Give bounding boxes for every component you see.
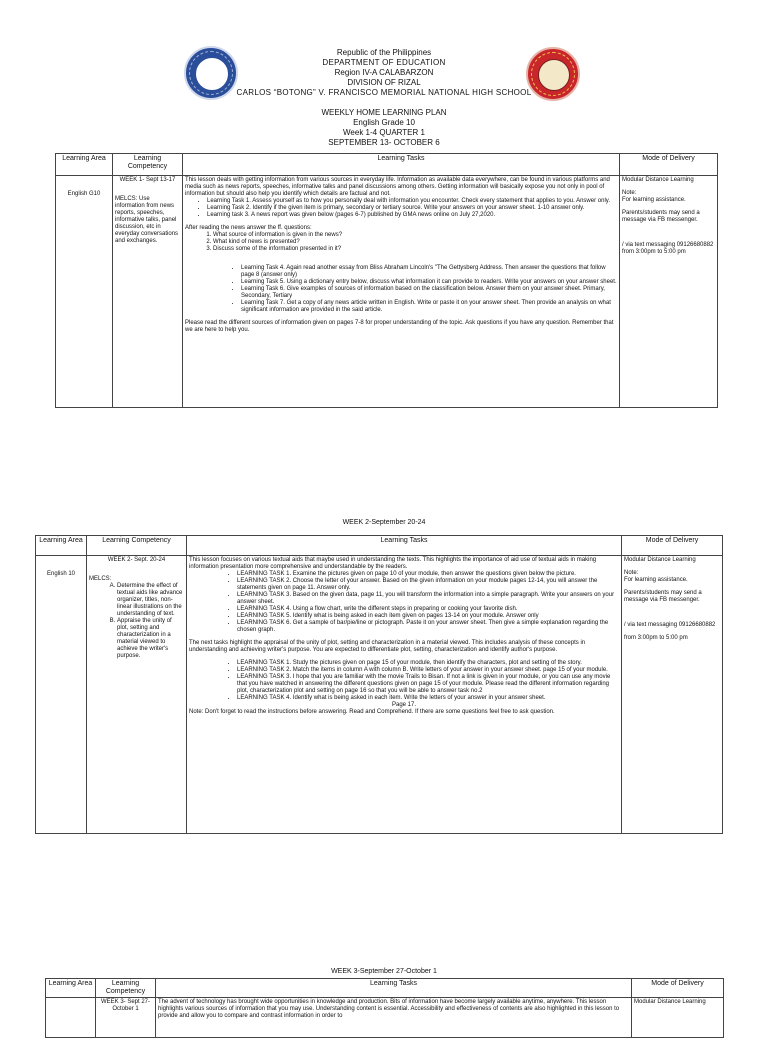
week2-text-messaging: / via text messaging 09126680882 <box>624 622 716 628</box>
col-learning-competency: Learning Competency <box>113 154 183 176</box>
list-item: • Learning Task 1. Assess yourself as to how you personally deal with information you encounter. Check every statement that applies to you. Answer only. <box>207 198 617 205</box>
plan-title: WEEKLY HOME LEARNING PLAN <box>321 108 447 117</box>
week2-note-label: Note: <box>624 570 639 576</box>
header-region: Region IV-A CALABARZON <box>334 68 434 77</box>
header-republic: Republic of the Philippines <box>336 48 432 57</box>
week3-plan-table <box>45 978 724 1038</box>
week3-delivery-mode: Modular Distance Learning <box>632 998 724 1038</box>
week1-competency-cell <box>113 176 183 408</box>
list-item: • Learning task 3. A news report was given below (pages 6-7) published by GMA news online on July 27,2020. <box>207 212 617 219</box>
week2-tasks-b <box>189 660 619 702</box>
week2-plan-table <box>35 535 723 834</box>
list-item: • LEARNING TASK 3. I hope that you are familiar with the movie Trails to Bisan. If not a link is given in your module, or you can use any movie that you have watched in answering the different questions given on page 15 of your module. Please read the different information regarding plot, characterization plot and setting on page 16 so that you will be able to answer task no.2 <box>237 674 619 695</box>
list-item: • LEARNING TASK 1. Study the pictures given on page 15 of your module, then identify the characters, plot and setting of the story. <box>237 660 619 667</box>
header-division: DIVISION OF RIZAL <box>347 78 421 87</box>
week3-title: WEEK 3-September 27-October 1 <box>331 968 437 975</box>
week1-note-label: Note: <box>622 190 637 196</box>
list-item: • Learning Task 5. Using a dictionary entry below, discuss what information it can provide to readers. Write your answers on your answer sheet. <box>241 279 617 286</box>
document-header <box>0 48 768 148</box>
col-mode-of-delivery: Mode of Delivery <box>620 154 718 176</box>
week2-note: Note: Don't forget to read the instructions before answering. Read and Comprehend. If there are some questions feel free to ask question. <box>189 709 555 715</box>
week1-hours: from 3:00pm to 5:00 pm <box>622 249 686 255</box>
list-item: • Learning Task 7. Get a copy of any news article written in English. Write or paste it on your answer sheet. Then provide an analysis on what significant information are provided in the said article. <box>241 300 617 314</box>
week2-delivery-cell <box>622 556 723 834</box>
col-learning-tasks: Learning Tasks <box>187 536 622 556</box>
week1-plan-table <box>55 153 718 408</box>
list-item: • LEARNING TASK 2. Choose the letter of your answer. Based on the given information on your module pages 12-14, you will answer the statements given on page 11. Answer only. <box>237 578 619 592</box>
col-mode-of-delivery: Mode of Delivery <box>632 979 724 998</box>
week1-parents: Parents/students may send a message via FB messenger. <box>622 210 700 223</box>
week1-delivery-mode: Modular Distance Learning <box>622 177 694 183</box>
col-learning-tasks: Learning Tasks <box>183 154 620 176</box>
week2-parents: Parents/students may send a message via FB messenger. <box>624 590 702 603</box>
col-learning-area: Learning Area <box>36 536 87 556</box>
list-item: • LEARNING TASK 2. Match the items in column A with column B. Write letters of your answer in your answer sheet. page 15 of your module. <box>237 667 619 674</box>
week3-area-cell <box>46 998 96 1038</box>
week2-tasks-cell <box>187 556 622 834</box>
week2-hours: from 3:00pm to 5:00 pm <box>624 635 688 641</box>
week1-closing: Please read the different sources of information given on pages 7-8 for proper understanding of the topic. Ask questions if you have any question. Remember that we are here to help you. <box>185 320 614 333</box>
col-learning-tasks: Learning Tasks <box>156 979 632 998</box>
header-department: DEPARTMENT OF EDUCATION <box>322 58 446 67</box>
week1-area: English G10 <box>67 191 101 197</box>
week1-text-messaging: / via text messaging 09126680882 <box>622 242 714 248</box>
week2-note-text: For learning assistance. <box>624 577 688 583</box>
list-item: • Learning Task 2. Identify if the given item is primary, secondary or tertiary source. Write your answers on your answer sheet. 1-10 answer only. <box>207 205 617 212</box>
list-item: • LEARNING TASK 4. Identify what is being asked in each item. Write the letters of your answer in your answer sheet. <box>237 695 619 702</box>
week2-next-tasks: The next tasks highlight the appraisal of the unity of plot, setting and characterization in a material viewed. This includes analysis of these concepts in understanding and achieving writer's purpose. You are expected to differentiate plot, setting, characterization and identify author's purpose. <box>189 640 586 653</box>
week3-week: WEEK 3- Sept 27- October 1 <box>96 998 156 1038</box>
subject-grade: English Grade 10 <box>353 118 415 127</box>
list-item: • LEARNING TASK 3. Based on the given data, page 11, you will transform the information into a simple paragraph. Write your answers on your answer sheet. <box>237 592 619 606</box>
week2-area-cell <box>36 556 87 834</box>
week-quarter: Week 1-4 QUARTER 1 <box>343 128 425 137</box>
list-item: • Learning Task 4. Again read another essay from Bliss Abraham Lincoln's "The Gettysberg Address. Then answer the questions that follow page 8 (answer only) <box>241 265 617 279</box>
week1-delivery-cell <box>620 176 718 408</box>
list-item: B. Appraise the unity of plot, setting and characterization in a material viewed to achieve the writer's purpose. <box>117 618 184 660</box>
week1-intro: This lesson deals with getting information from various sources in everyday life. Information as available data everywhere, can be found in various platforms and media such as news reports, speeches, informative talks and panel discussions among others. Getting information will basically expose you not only in pool of information but should also help you identify which details are factual and not. <box>185 177 610 197</box>
week3-intro: The advent of technology has brought wide opportunities in knowledge and production. Bits of information have become largely available anytime, anywhere. This lesson highlights various sources of information that you may use. Understanding content is essential. Accessibility and effectiveness of contents are also highlighted in this lesson to provide and allow you to compare and contrast information in order to <box>156 998 632 1038</box>
week2-melcs-label: MELCS: <box>89 576 112 582</box>
list-item: • LEARNING TASK 5. Identify what is being asked in each item given on pages 13-14 on your module. Answer only <box>237 613 619 620</box>
week1-note-text: For learning assistance. <box>622 197 686 203</box>
col-learning-competency: Learning Competency <box>87 536 187 556</box>
week1-week: WEEK 1- Sept 13-17 <box>119 177 176 183</box>
week1-melcs: MELCS: Use information from news reports, speeches, informative talks, panel discussion, etc in everyday conversations and exchanges. <box>115 196 179 244</box>
week2-delivery-mode: Modular Distance Learning <box>624 557 696 563</box>
list-item: • LEARNING TASK 1. Examine the pictures given on page 10 of your module, then answer the questions given below the picture. <box>237 571 619 578</box>
header-school: CARLOS “BOTONG” V. FRANCISCO MEMORIAL NATIONAL HIGH SCHOOL <box>236 88 532 97</box>
week2-area: English 10 <box>46 571 76 577</box>
week2-tasks-a <box>189 571 619 634</box>
col-mode-of-delivery: Mode of Delivery <box>622 536 723 556</box>
week2-page-ref: Page 17. <box>391 702 417 708</box>
list-item: 1. What source of information is given in the news? <box>213 232 617 239</box>
list-item: 2. What kind of news is presented? <box>213 239 617 246</box>
list-item: A. Determine the effect of textual aids like advance organizer, titles, non-linear illustrations on the understanding of text. <box>117 583 184 618</box>
col-learning-competency: Learning Competency <box>96 979 156 998</box>
list-item: • LEARNING TASK 6. Get a sample of bar/pie/line or pictograph. Paste it on your answer sheet. Then give a simple explanation regarding the chosen graph. <box>237 620 619 634</box>
week2-melcs-list <box>89 583 184 660</box>
list-item: • Learning Task 6. Give examples of sources of information based on the classification below. Answer them on your answer sheet. Primary, Secondary, Tertiary <box>241 286 617 300</box>
week2-intro: This lesson focuses on various textual aids that maybe used in understanding the texts. This highlights the importance of aid use of textual aids in making information presentation more comprehensive and understandable by the readers. <box>189 557 597 570</box>
plan-dates: SEPTEMBER 13- OCTOBER 6 <box>328 138 440 147</box>
week1-questions <box>185 232 617 253</box>
week2-week: WEEK 2- Sept. 20-24 <box>107 557 166 563</box>
week2-competency-cell <box>87 556 187 834</box>
week2-title: WEEK 2-September 20-24 <box>342 519 426 526</box>
week1-tasks-b <box>185 265 617 314</box>
week1-tasks-cell <box>183 176 620 408</box>
week1-after-reading: After reading the news answer the ff. questions: <box>185 225 312 231</box>
col-learning-area: Learning Area <box>46 979 96 998</box>
col-learning-area: Learning Area <box>56 154 113 176</box>
week1-area-cell <box>56 176 113 408</box>
week1-tasks-a <box>185 198 617 219</box>
list-item: • LEARNING TASK 4. Using a flow chart, write the different steps in preparing or cooking your favorite dish. <box>237 606 619 613</box>
list-item: 3. Discuss some of the information presented in it? <box>213 246 617 253</box>
